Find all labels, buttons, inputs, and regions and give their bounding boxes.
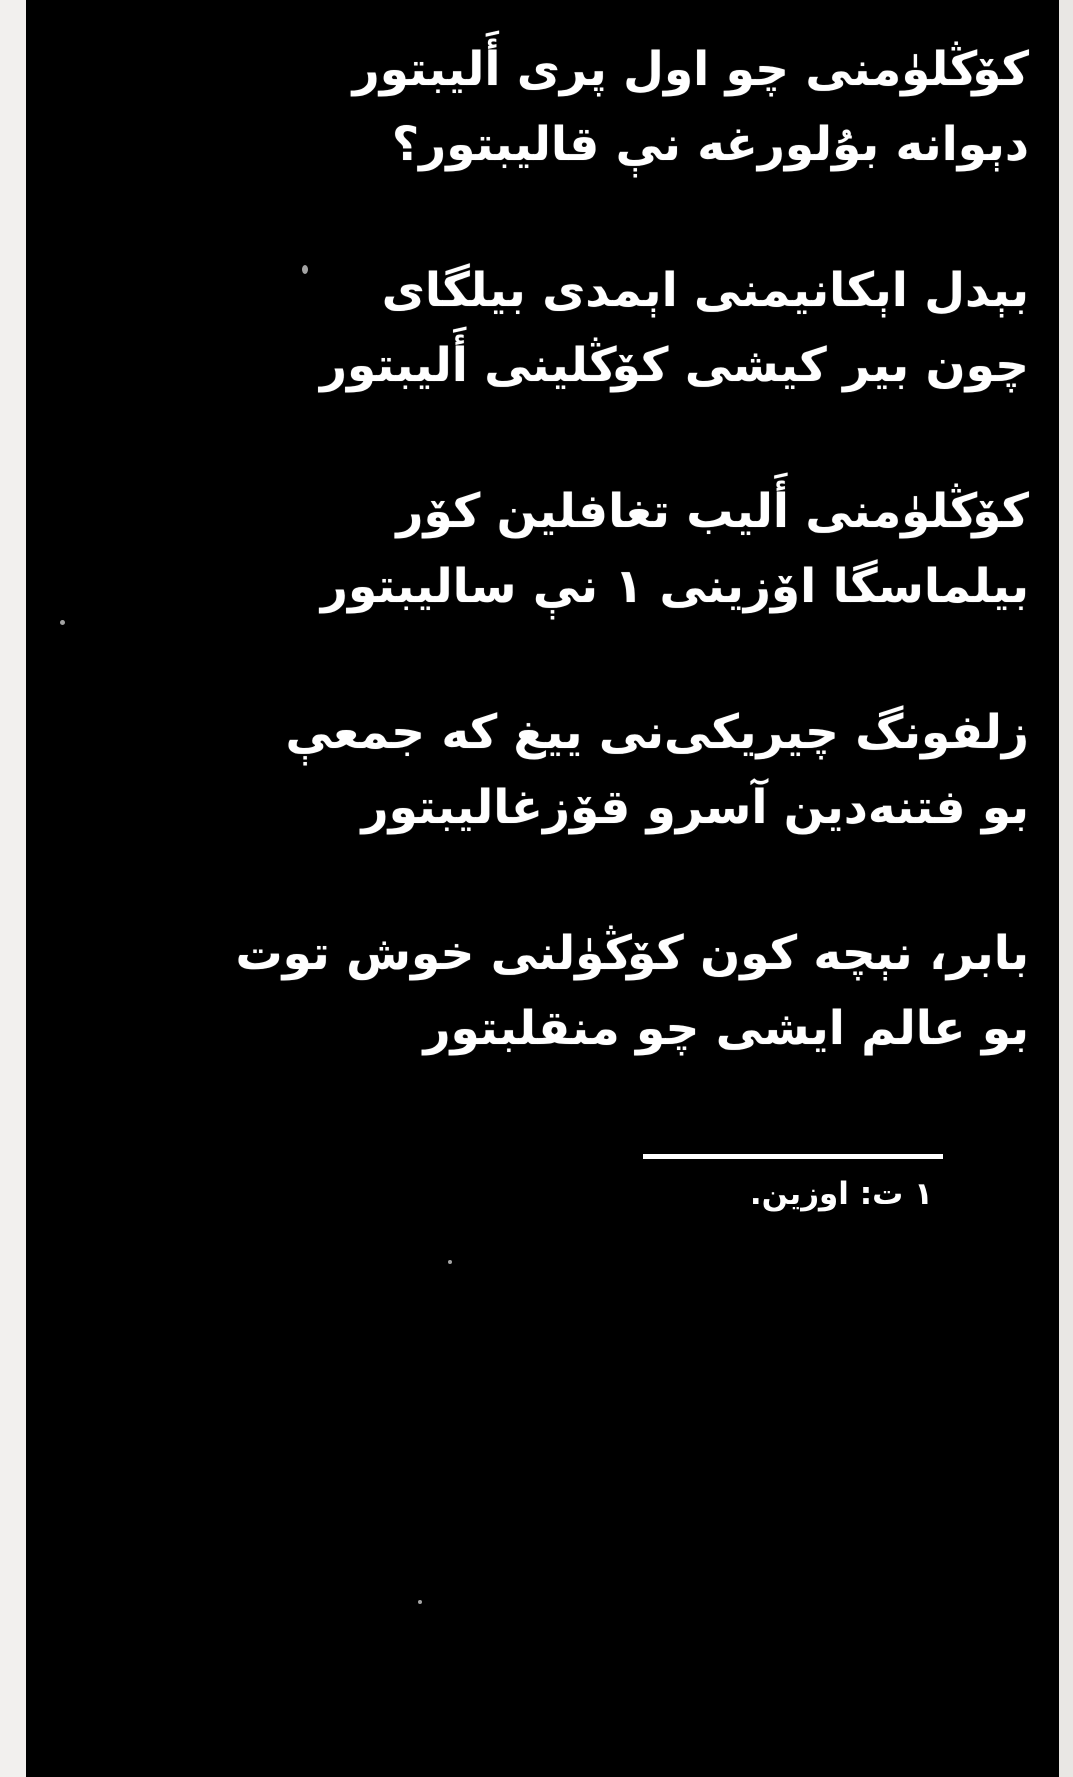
- stanza: [56, 697, 1029, 844]
- poem-line: كۆڭلۈمنى چو اول پرى أَليبتور: [352, 42, 1029, 97]
- footnote-divider: [643, 1154, 943, 1159]
- footnote: [56, 1173, 1029, 1216]
- stanza: [56, 918, 1029, 1065]
- poem-line: كۆڭلۈمنى أَليب تغافلين كۆر: [396, 483, 1029, 539]
- poem-line: دېوانه بۇلورغه نې قاليبتور؟: [391, 117, 1029, 173]
- poem-line: زلفونگ چيريكى‌نى ييغ كه جمعې: [285, 704, 1029, 760]
- poem-line: بيلماسگا اۆزينى ١ نې ساليبتور: [320, 559, 1029, 615]
- stanza: [56, 34, 1029, 181]
- poem-line: چون بير كيشى كۆڭلينى أَليبتور: [320, 338, 1029, 394]
- page-edge-right: [1059, 0, 1073, 1777]
- poem-line: بېدل اېكانيمنى اېمدى بيلگاى: [381, 262, 1029, 318]
- scan-speck: [302, 265, 308, 274]
- poem-line: بو عالم ايشى چو منقلبتور: [423, 1000, 1029, 1056]
- page-content: [26, 0, 1059, 1777]
- page-edge-left: [0, 0, 26, 1777]
- footnote-text: ت: اوزين.: [749, 1176, 904, 1213]
- stanza: [56, 476, 1029, 623]
- poem-line: بابر، نېچه كون كۆڭۈلنى خوش توت: [235, 925, 1029, 981]
- stanza: [56, 255, 1029, 402]
- scan-speck: [418, 1600, 422, 1604]
- footnote-marker: ١: [914, 1176, 933, 1213]
- poem-body: [56, 34, 1029, 1094]
- scan-speck: [448, 1260, 452, 1264]
- poem-line: بو فتنه‌دين آسرو قۆزغاليبتور: [361, 780, 1029, 836]
- scan-speck: [60, 620, 65, 625]
